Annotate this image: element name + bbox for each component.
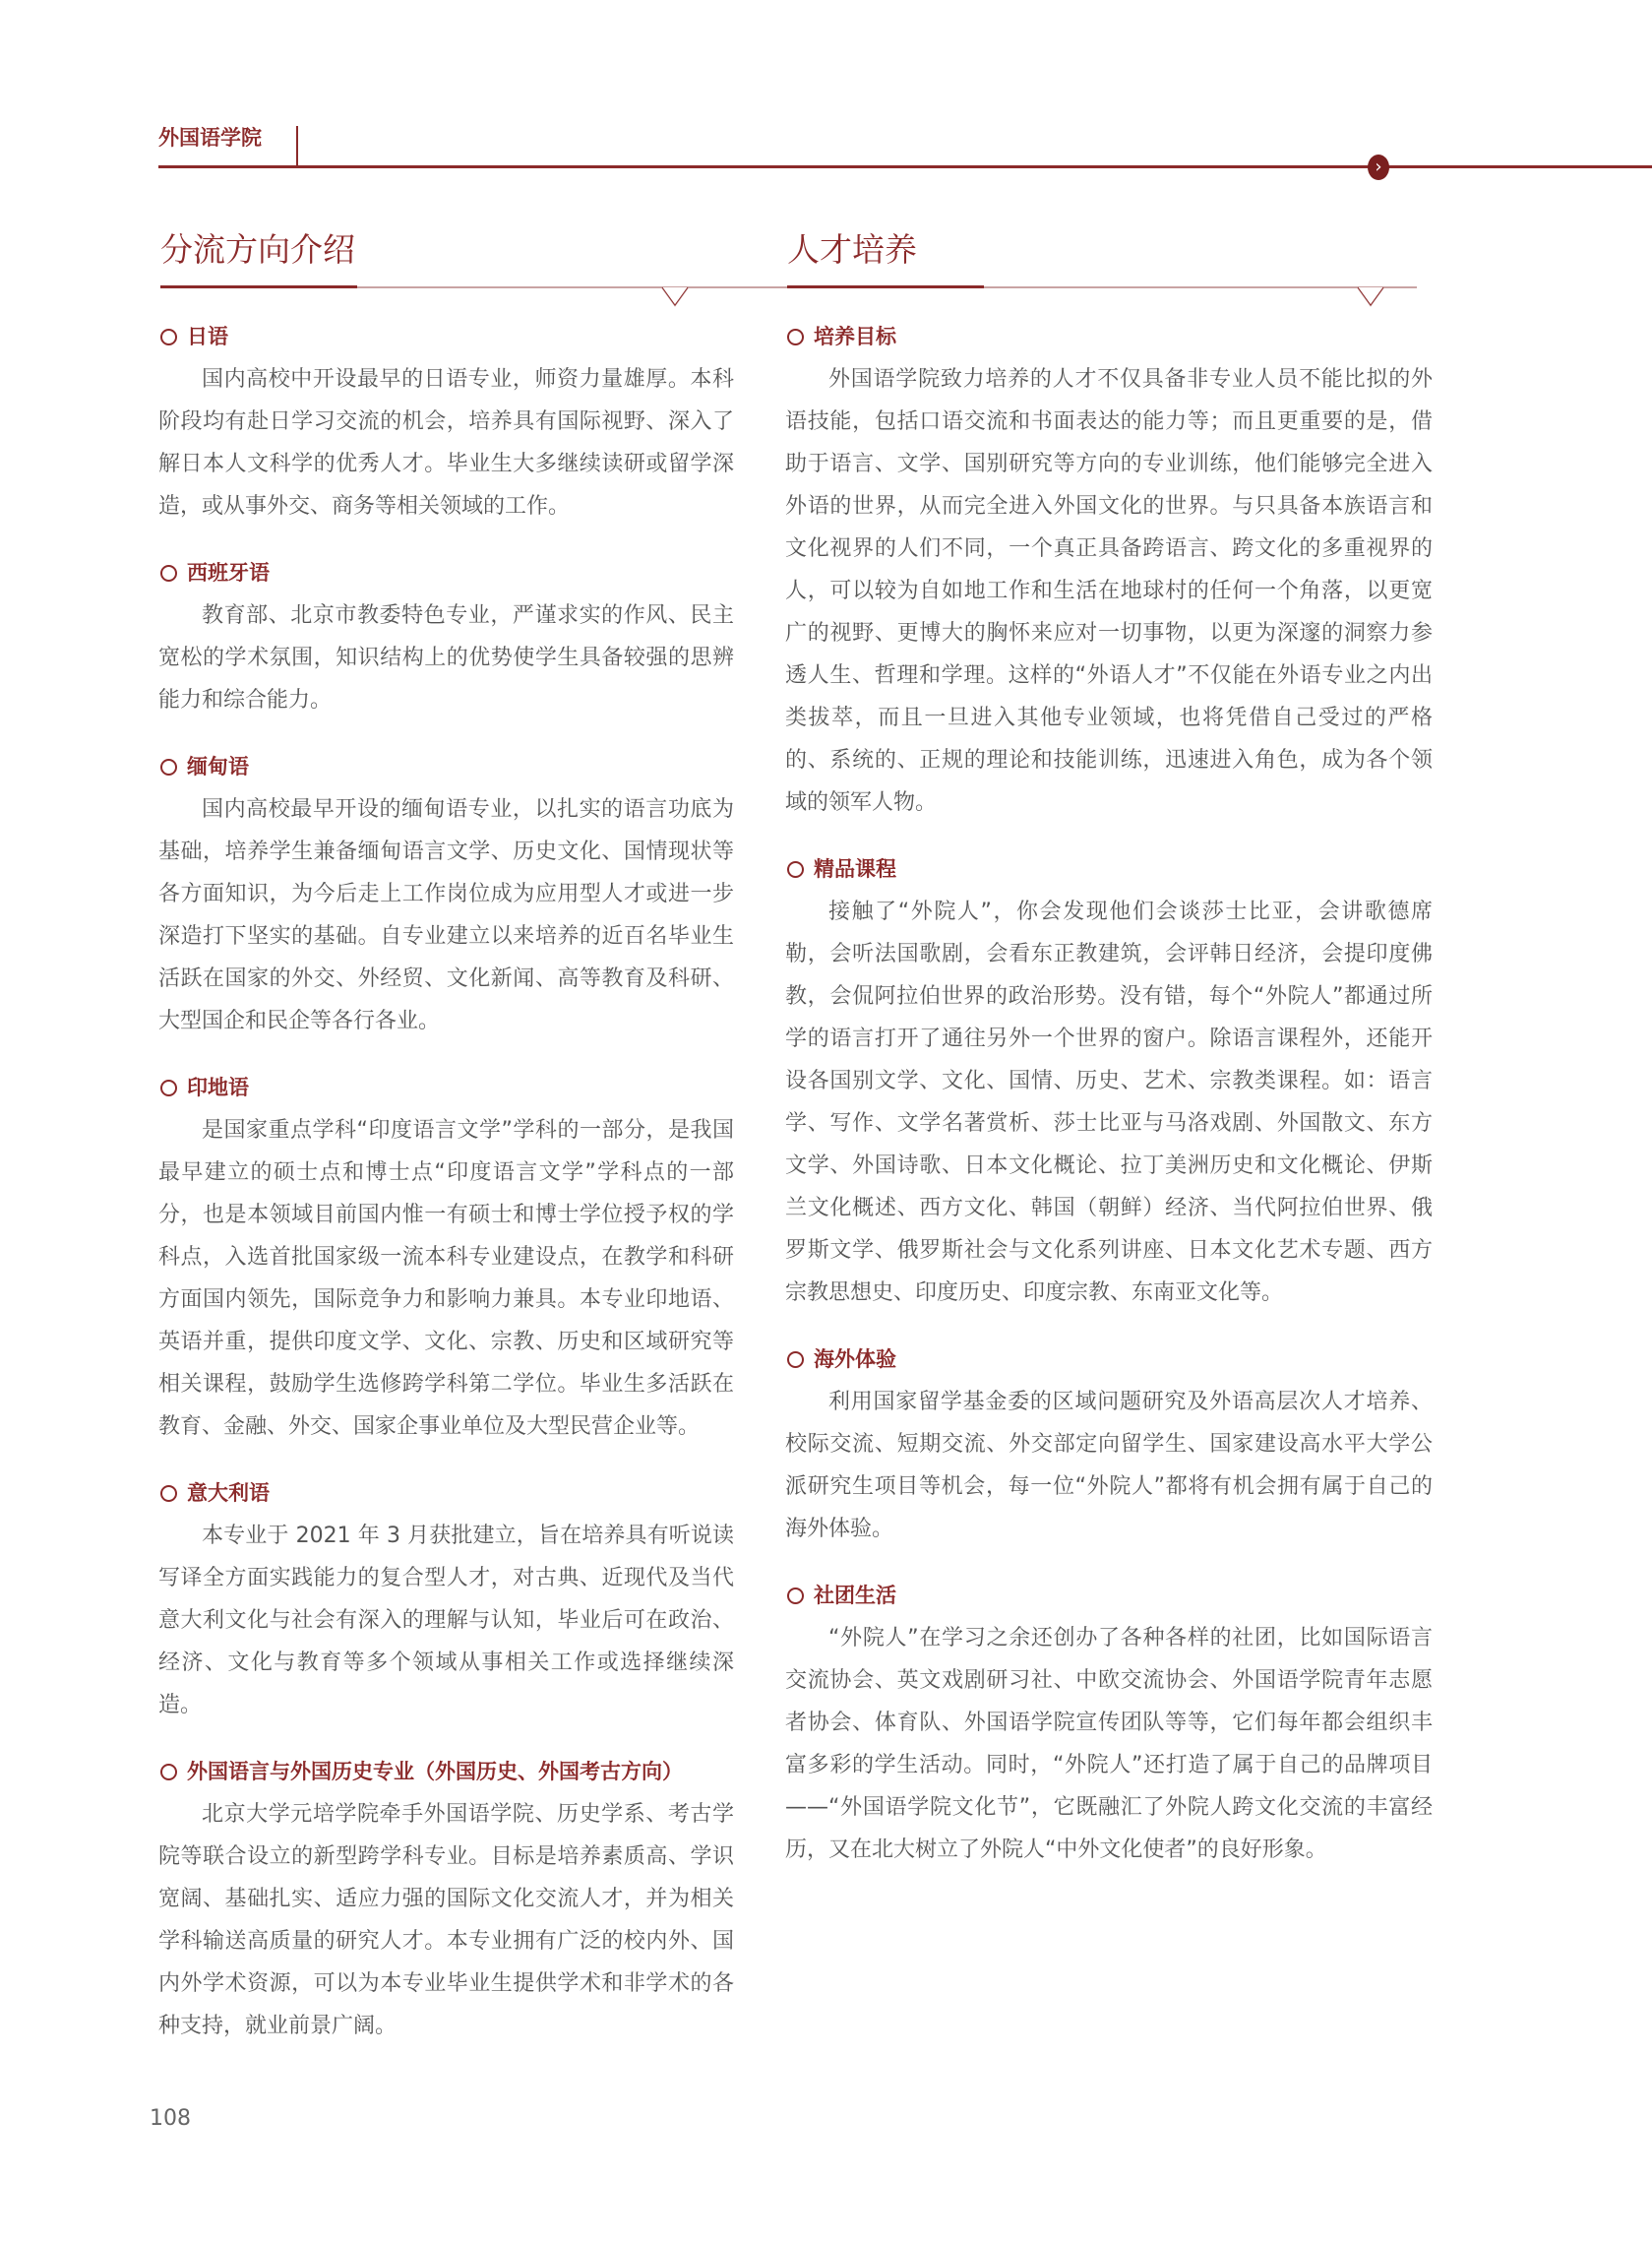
section-heading [158,315,734,358]
header-label: 外国语学院 [158,126,262,150]
title-underline [785,285,1433,315]
section-heading [158,1066,734,1109]
section-body: “外院人”在学习之余还创办了各种各样的社团，比如国际语言交流协会、英文戏剧研习社、中欧交流协会、外国语学院青年志愿者协会、体育队、外国语学院宣传团队等等，它们每年都会组织丰富多彩的学生活动。同时，“外院人”还打造了属于自己的品牌项目——“外国语学院文化节”，它既融汇了外院人跨文化交流的丰富经历，又在北大树立了外院人“中外文化使者”的良好形象。 [785,1626,1433,1862]
header-divider [296,126,298,167]
heading-text: 培养目标 [814,325,896,348]
circle-bullet-icon [160,329,177,345]
section-heading [158,551,734,594]
section-heading [785,847,1433,891]
content-section [785,1338,1433,1550]
left-sections [158,315,734,2086]
title-underline [158,285,734,315]
heading-text: 外国语言与外国历史专业（外国历史、外国考古方向） [187,1760,683,1783]
content-section [785,1574,1433,1871]
heading-text: 社团生活 [814,1584,896,1607]
section-body: 是国家重点学科“印度语言文学”学科的一部分，是我国最早建立的硕士点和博士点“印度语言文学”学科点的一部分，也是本领域目前国内惟一有硕士和博士学位授予权的学科点，入选首批国家级一流本科专业建设点，在教学和科研方面国内领先，国际竞争力和影响力兼具。本专业印地语、英语并重，提供印度文学、文化、宗教、历史和区域研究等相关课程，鼓励学生选修跨学科第二学位。毕业生多活跃在教育、金融、外交、国家企事业单位及大型民营企业等。 [158,1118,734,1439]
section-heading [785,315,1433,358]
circle-bullet-icon [787,1588,804,1604]
circle-bullet-icon [787,861,804,878]
section-heading [158,745,734,788]
content-section [785,315,1433,824]
heading-text: 精品课程 [814,857,896,881]
header-rule [158,165,1652,168]
circle-bullet-icon [160,565,177,582]
content-section [158,315,734,528]
circle-bullet-icon [160,1080,177,1096]
section-heading [785,1338,1433,1381]
section-heading [158,1750,734,1793]
right-sections [785,315,1433,1871]
content-section [158,745,734,1042]
heading-text: 意大利语 [187,1481,270,1505]
heading-text: 西班牙语 [187,561,270,585]
circle-bullet-icon [160,1764,177,1780]
notch-decoration [1336,285,1415,315]
circle-bullet-icon [787,1351,804,1368]
section-heading [785,1574,1433,1617]
section-heading [158,1471,734,1515]
heading-text: 海外体验 [814,1347,896,1371]
content-section [158,1750,734,2047]
section-body: 接触了“外院人”，你会发现他们会谈莎士比亚，会讲歌德席勒，会听法国歌剧，会看东正教建筑，会评韩日经济，会提印度佛教，会侃阿拉伯世界的政治形势。没有错，每个“外院人”都通过所学的语言打开了通往另外一个世界的窗户。除语言课程外，还能开设各国别文学、文化、国情、历史、艺术、宗教类课程。如：语言学、写作、文学名著赏析、莎士比亚与马洛戏剧、外国散文、东方文学、外国诗歌、日本文化概论、拉丁美洲历史和文化概论、伊斯兰文化概述、西方文化、韩国（朝鲜）经济、当代阿拉伯世界、俄罗斯文学、俄罗斯社会与文化系列讲座、日本文化艺术专题、西方宗教思想史、印度历史、印度宗教、东南亚文化等。 [785,900,1433,1305]
section-body: 教育部、北京市教委特色专业，严谨求实的作风、民主宽松的学术氛围，知识结构上的优势使学生具备较强的思辨能力和综合能力。 [158,603,734,713]
section-title: 人才培养 [787,230,917,269]
section-title: 分流方向介绍 [160,230,355,269]
content-section [158,1471,734,1726]
notch-decoration [641,285,700,315]
section-body: 本专业于 2021 年 3 月获批建立，旨在培养具有听说读写译全方面实践能力的复合型人才，对古典、近现代及当代意大利文化与社会有深入的理解与认知，毕业后可在政治、经济、文化与教育等多个领域从事相关工作或选择继续深造。 [158,1524,734,1717]
circle-bullet-icon [160,1485,177,1502]
heading-text: 印地语 [187,1076,249,1099]
circle-bullet-icon [787,329,804,345]
section-body: 北京大学元培学院牵手外国语学院、历史学系、考古学院等联合设立的新型跨学科专业。目标是培养素质高、学识宽阔、基础扎实、适应力强的国际文化交流人才，并为相关学科输送高质量的研究人才。本专业拥有广泛的校内外、国内外学术资源，可以为本专业毕业生提供学术和非学术的各种支持，就业前景广阔。 [158,1802,734,2038]
content-section [158,551,734,721]
page-number: 108 [150,2106,191,2131]
heading-text: 缅甸语 [187,755,249,778]
right-column [785,226,1433,1871]
heading-text: 日语 [187,325,228,348]
circle-bullet-icon [160,759,177,776]
section-body: 国内高校中开设最早的日语专业，师资力量雄厚。本科阶段均有赴日学习交流的机会，培养具有国际视野、深入了解日本人文科学的优秀人才。毕业生大多继续读研或留学深造，或从事外交、商务等相关领域的工作。 [158,367,734,519]
left-column [150,226,734,2134]
content-section [785,847,1433,1314]
content-section [158,1066,734,1448]
section-body: 外国语学院致力培养的人才不仅具备非专业人员不能比拟的外语技能，包括口语交流和书面表达的能力等；而且更重要的是，借助于语言、文学、国别研究等方向的专业训练，他们能够完全进入外语的世界，从而完全进入外国文化的世界。与只具备本族语言和文化视界的人们不同，一个真正具备跨语言、跨文化的多重视界的人，可以较为自如地工作和生活在地球村的任何一个角落，以更宽广的视野、更博大的胸怀来应对一切事物，以更为深邃的洞察力参透人生、哲理和学理。这样的“外语人才”不仅能在外语专业之内出类拔萃，而且一旦进入其他专业领域，也将凭借自己受过的严格的、系统的、正规的理论和技能训练，迅速进入角色，成为各个领域的领军人物。 [785,367,1433,815]
section-body: 利用国家留学基金委的区域问题研究及外语高层次人才培养、校际交流、短期交流、外交部定向留学生、国家建设高水平大学公派研究生项目等机会，每一位“外院人”都将有机会拥有属于自己的海外体验。 [785,1390,1433,1541]
chevron-right-icon: › [1368,155,1389,180]
section-body: 国内高校最早开设的缅甸语专业，以扎实的语言功底为基础，培养学生兼备缅甸语言文学、历史文化、国情现状等各方面知识，为今后走上工作岗位成为应用型人才或进一步深造打下坚实的基础。自专业建立以来培养的近百名毕业生活跃在国家的外交、外经贸、文化新闻、高等教育及科研、大型国企和民企等各行各业。 [158,797,734,1033]
